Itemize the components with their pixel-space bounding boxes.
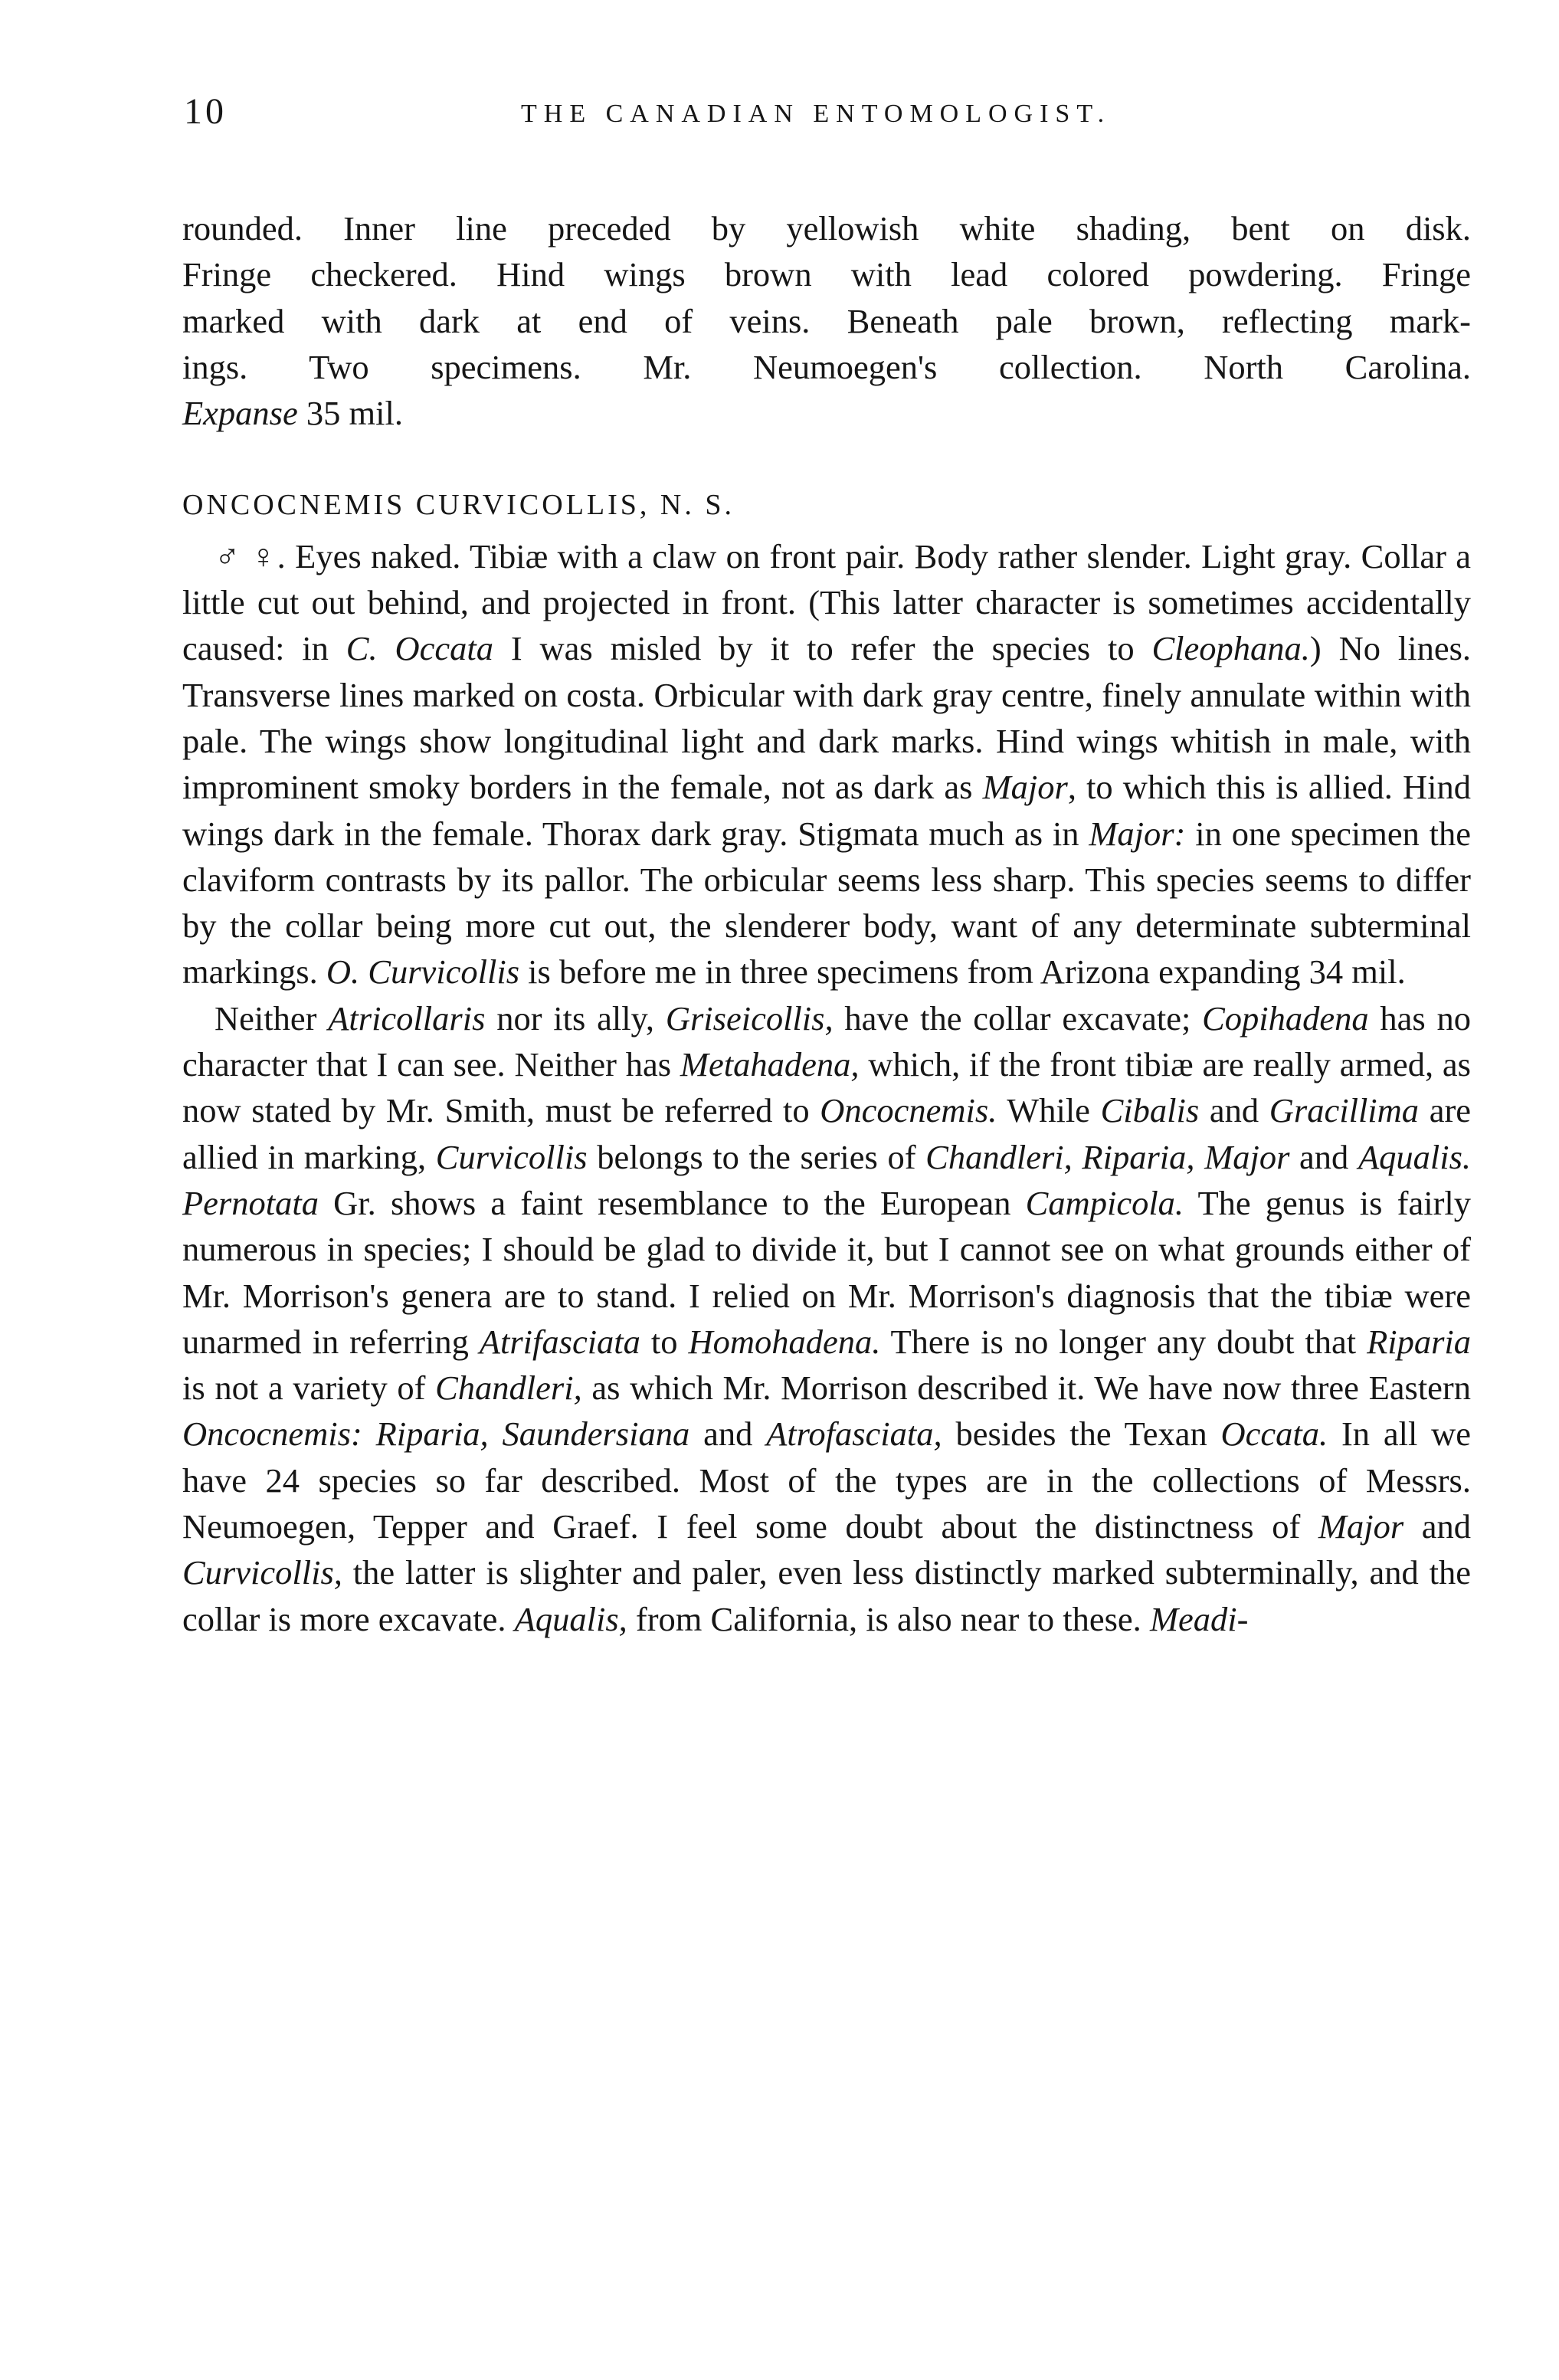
page-header [184, 90, 1486, 152]
species-heading: ONCOCNEMIS CURVICOLLIS, N. S. [182, 489, 735, 522]
page-number: 10 [184, 91, 227, 132]
taxon-name: C. Occata [346, 629, 493, 668]
taxon-name: Aqualis, [514, 1599, 627, 1638]
text-line: ings. Two specimens. Mr. Neumoegen's collection. North Carolina. [182, 347, 1471, 386]
taxon-name: Riparia [1367, 1322, 1472, 1361]
taxon-name: Meadi- [1149, 1599, 1249, 1638]
taxon-name: Atrifasciata [479, 1322, 640, 1361]
paragraph-continuation [182, 205, 1471, 436]
taxon-name: Occata. [1220, 1415, 1328, 1454]
taxon-name: Major: [1089, 814, 1186, 853]
text-line: Fringe checkered. Hind wings brown with lead colored powdering. Fringe [182, 255, 1471, 294]
taxon-name: Aqualis. [1358, 1137, 1472, 1176]
taxon-name: O. Curvicollis [326, 952, 520, 992]
taxon-name: Pernotata [182, 1183, 319, 1222]
taxon-name: Chandleri, [435, 1369, 582, 1408]
taxon-name: Oncocnemis. [820, 1091, 997, 1130]
discussion-paragraph: Neither Atricollaris nor its ally, Griseicollis, have the collar excavate; Copihadena has no character that I can see. Neither has Metahadena, which, if the front tibiæ are really armed, as now stated by Mr. Smith, must be referred to Oncocnemis. While Cibalis and Gracillima are allied in marking, Curvicollis belongs to the series of Chandleri, Riparia, Major and Aqualis. Pernotata Gr. shows a faint resemblance to the European Campicola. The genus is fairly numerous in species; I should be glad to divide it, but I cannot see on what grounds either of Mr. Morrison's genera are to stand. I relied on Mr. Morrison's diagnosis that the tibiæ were unarmed in referring Atrifasciata to Homohadena. There is no longer any doubt that Riparia is not a variety of Chandleri, as which Mr. Morrison described it. We have now three Eastern Oncocnemis: Riparia, Saundersiana and Atrofasciata, besides the Texan Occata. In all we have 24 species so far described. Most of the types are in the collections of Messrs. Neumoegen, Tepper and Graef. I feel some doubt about the distinctness of Major and Curvicollis, the latter is slighter and paler, even less distinctly marked subterminally, and the collar is more excavate. Aqualis, from California, is also near to these. Meadi- [182, 998, 1472, 1638]
expanse-label: Expanse [182, 394, 298, 433]
taxon-name: Curvicollis [435, 1137, 588, 1176]
taxon-name: Atrofasciata, [766, 1415, 942, 1454]
taxon-name: Griseicollis, [665, 998, 834, 1038]
taxon-name: Cibalis [1100, 1091, 1200, 1130]
taxon-name: Metahadena, [680, 1045, 860, 1084]
running-head: THE CANADIAN ENTOMOLOGIST. [521, 100, 1112, 128]
taxon-name: Atricollaris [328, 998, 486, 1038]
taxon-name: Major [1318, 1507, 1404, 1546]
taxon-name: Major [982, 768, 1068, 807]
taxon-name: Campicola. [1025, 1183, 1184, 1222]
taxon-name: Gracillima [1269, 1091, 1420, 1130]
taxon-name: Chandleri, Riparia, Major [925, 1137, 1290, 1176]
text-line: rounded. Inner line preceded by yellowish white shading, bent on disk. [182, 209, 1471, 248]
species-description: ♂ ♀. Eyes naked. Tibiæ with a claw on front pair. Body rather slender. Light gray. Collar a little cut out behind, and projected in front. (This latter character is sometimes accidentally caused: in C. Occata I was misled by it to refer the species to Cleophana.) No lines. Transverse lines marked on costa. Orbicular with dark gray centre, finely annulate within with pale. The wings show longitudinal light and dark marks. Hind wings whitish in male, with improminent smoky borders in the female, not as dark as Major, to which this is allied. Hind wings dark in the female. Thorax dark gray. Stigmata much as in Major: in one specimen the claviform contrasts by its pallor. The orbicular seems less sharp. This species seems to differ by the collar being more cut out, the slenderer body, want of any determinate subterminal markings. O. Curvicollis is before me in three specimens from Arizona expanding 34 mil. [182, 536, 1472, 992]
sex-symbols: ♂ ♀. [215, 536, 286, 575]
expanse-value: 35 mil. [306, 394, 403, 433]
taxon-name: Curvicollis, [182, 1553, 342, 1592]
taxon-name: Copihadena [1202, 998, 1369, 1038]
taxon-name: Cleophana. [1151, 629, 1310, 668]
body-text [182, 205, 1471, 1642]
text-line: marked with dark at end of veins. Beneath pale brown, reflecting mark- [182, 301, 1471, 340]
taxon-name: Oncocnemis: Riparia, Saundersiana [182, 1415, 690, 1454]
text-line [182, 390, 1471, 436]
taxon-name: Homohadena. [688, 1322, 881, 1361]
